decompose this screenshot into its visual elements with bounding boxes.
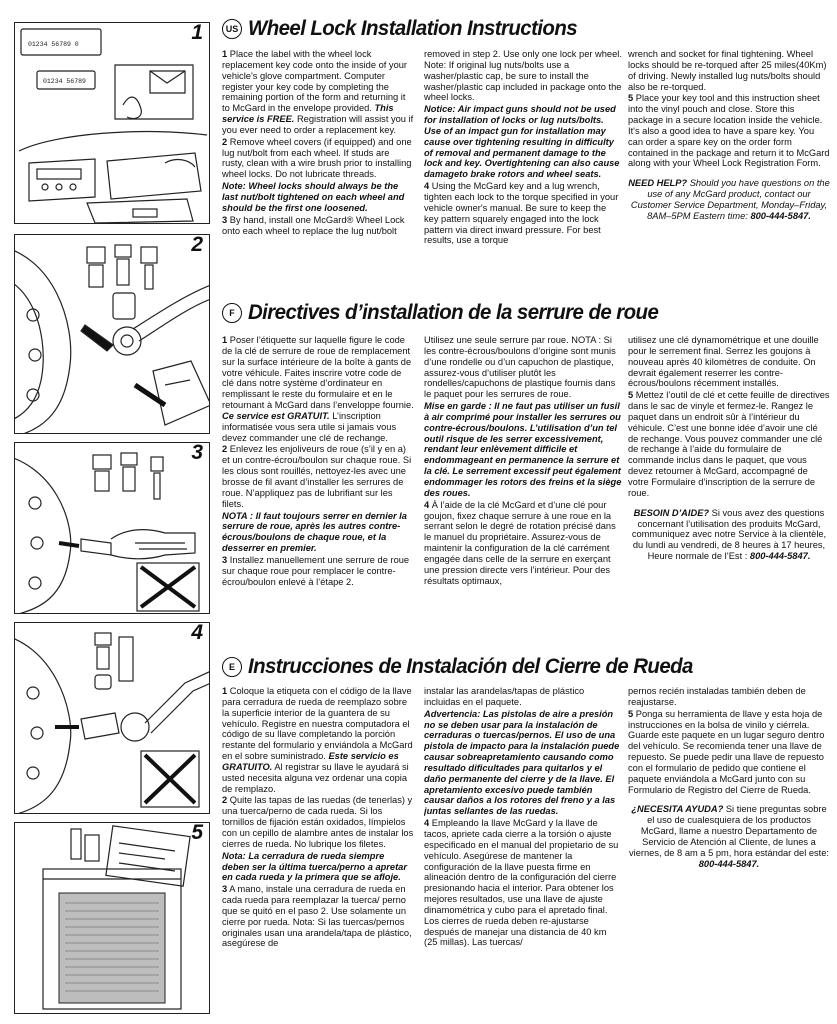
step-paragraph: 5 Place your key tool and this instruction sheet into the vinyl pouch and close. Store this package in a secure location inside the vehicle. It's also a good idea to have a spare key. You can order a spare key on the order form contained in the package and return it to McGard along with your Wheel Lock Registration Form. [628, 93, 830, 169]
note-paragraph: Note: Wheel locks should always be the last nut/bolt tightened on each wheel and should be the first one loosened. [222, 181, 405, 213]
step-paragraph: 5 Ponga su herramienta de llave y esta hoja de instrucciones en la bolsa de vinilo y ciérrela. Guarde este paquete en un lugar seguro dentro del vehículo. Se recomienda tener una llave de repuesto. Se puede pedir una llave de repuesto con el formulario de pedido que contiene el paquete enviándola a McGard junto con su Formulario de Registro del Cierre de Rueda. [628, 708, 825, 795]
step-paragraph: Ce service est GRATUIT. L’inscription informatisée vous sera utile si jamais vous devez commander une clé de rechange. [222, 410, 397, 443]
text-column-1 [222, 686, 414, 1020]
step-paragraph: 2 Enlevez les enjoliveurs de roue (s’il y en a) et un contre-écrou/boulon sur chaque roue. Si les clous sont rouillés, nettoyez-les avec une brosse de fil avant d’installer les serrures de roue. N’appliquez pas de lubrifiant sur les filets. [222, 444, 412, 509]
illustration-panel-5 [14, 822, 210, 1014]
notice-paragraph: Advertencia: Las pistolas de aire a presión no se deben usar para la instalación de cerraduras o tuercas/pernos. El uso de una pistola de impacto para la instalación puede causar sobreapretamiento causando como resultado dificultades para quitarlos y el daño permanente del cierre y de la llave. El apretamiento excesivo puede también causar daños a los rotores del freno y a las juntas sellantes de las ruedas. [424, 708, 620, 817]
section-heading [222, 16, 594, 41]
step-number: 2 [191, 234, 203, 256]
text-column-3 [628, 49, 830, 289]
text-paragraph: removed in step 2. Use only one lock per wheel. Note: If original lug nuts/bolts use a washer/plastic cap, be sure to install the washer/plastic cap included in package onto the wheel locks. [424, 49, 622, 103]
section-title: Wheel Lock Installation Instructions [248, 16, 578, 40]
step-paragraph: 1 Place the label with the wheel lock replacement key code onto the inside of your vehicle's glove compartment. Computer register your key code by completing the remaining portion of the form and returning it to McGard in the envelope provided. This service is FREE. Registration will assist you if you ever need to order a replacement key. [222, 49, 414, 135]
section-spanish [222, 654, 830, 1018]
step-number: 4 [191, 622, 203, 644]
text-column-1 [222, 49, 414, 289]
key-code-label: 01234 56789 0 [28, 41, 79, 48]
step-paragraph: 4 Empleando la llave McGard y la llave de tacos, apriete cada cierre a la torsión o ajuste especificado en el manual del propietario de su vehículo. Asegúrese de mantener la configuración de la llave puesta firme en alineación dentro de la configuración del cierre presionando hacia el interior. Para obtener los mejores resultados, use una llave de ajuste dinamométrica y cubo para el apretado final. Los cierres de rueda deben re-ajustarse después de manejar una distancia de 40 km (25 millas). Las tuercas/ [424, 818, 619, 948]
step-number: 5 [191, 822, 203, 844]
text-column-2 [424, 335, 622, 635]
text-paragraph: instalar las arandelas/tapas de plástico incluidas en el paquete. [424, 686, 585, 707]
language-badge: US [222, 19, 242, 39]
illustration-panel-3 [14, 442, 210, 614]
step-paragraph: 5 Mettez l’outil de clé et cette feuille de directives dans le sac de vinyle et fermez-le. Rangez le paquet dans un endroit sûr à l’intérieur du véhicule. C’est une bonne idée d’avoir une clé de rechange. Vous pouvez commander une clé de rechange à l’aide du formulaire de commande inclus dans le paquet, que vous devez retourner à McGard, accompagné de votre Formulaire d’inscription de la serrure de roue. [628, 390, 830, 498]
step-paragraph: 2 Quite las tapas de las ruedas (de tenerlas) y una tuerca/perno de cada rueda. Si los tornillos de fijación están oxidados, límpielos con un cepillo de alambre antes de instalar los cierres de rueda. No lubrique los filetes. [222, 795, 414, 849]
note-paragraph: Nota: La cerradura de rueda siempre deben ser la última tuerca/perno a apretar en cada rueda y la primera que se afloje. [222, 850, 407, 883]
section-heading [222, 654, 716, 679]
section-english [222, 16, 830, 286]
text-column-2 [424, 49, 622, 289]
illustration-panel-2 [14, 234, 210, 434]
step-paragraph: 1 Coloque la etiqueta con el código de la llave para cerradura de rueda de reemplazo sobre la superficie interior de la guantera de su vehículo. Registre en nuestra computadora el código de su llave completando la porción restante del formulario y enviándola a McGard en el sobre suministrado. Este servicio es GRATUITO. Al registrar su llave le ayudará si usted necesita alguna vez ordenar una copia de remplazo. [222, 686, 413, 794]
text-column-2 [424, 686, 622, 1020]
step-paragraph: 4 À l’aide de la clé McGard et d’une clé pour goujon, fixez chaque serrure à une roue en la serrant selon le degré de rotation précisé dans le manuel du propriétaire. Assurez-vous de maintenir la configuration de la clé carrément engagée dans celle de la serrure en exerçant une pression directe vers l’intérieur. Pour des résultats optimaux, [424, 499, 616, 586]
text-column-3 [628, 335, 830, 635]
text-column-3 [628, 686, 830, 1020]
help-contact: BESOIN D’AIDE? Si vous avez des questions concernant l’utilisation des produits McGard, communiquez avec notre Service à la clientèle, du lundi au vendredi, de 8 heures à 17 heures, Heure normale de l’Est : 800-444-5847. [631, 507, 827, 562]
note-paragraph: NOTA : Il faut toujours serrer en dernier la serrure de roue, après les autres contre-écrous/boulons de chaque roue, et la desserrer en premier. [222, 510, 407, 554]
text-paragraph: utilisez une clé dynamométrique et une douille pour le serrement final. Serrez les goujons à nouveau après 40 kilomètres de conduite. On devrait également reserrer les contre-écrous/boulons récemment installés. [628, 335, 819, 389]
step-number: 1 [191, 22, 203, 44]
step-paragraph: 3 A mano, instale una cerradura de rueda en cada rueda para reemplazar la tuerca/ perno que se quitó en el paso 2. Use solamente un cierre por rueda. Nota: Si las tuercas/pernos originales usan una arandela/tapa de plástico, asegúrese de [222, 884, 412, 949]
step-paragraph: 4 Using the McGard key and a lug wrench, tighten each lock to the torque specified in your vehicle owner's manual. Be sure to keep the key pattern squarely engaged into the lock pattern via direct inward pressure. For best results, use a torque [424, 181, 619, 246]
hand-install-illustration [15, 443, 210, 614]
section-heading [222, 300, 680, 325]
step-paragraph: 2 Remove wheel covers (if equipped) and one lug nut/bolt from each wheel. If studs are rusty, clean with a wire brush prior to installing wheel locks. Do not lubricate threads. [222, 136, 412, 180]
notice-paragraph: Mise en garde : Il ne faut pas utiliser un fusil à air comprimé pour installer les serrures ou contre-écrous/boulons. L’utilisation d’un tel outil risque de les serrer excessivement, rendant leur enlèvement difficile et endommageant en permanence la serrure et la clé. Le serrement excessif peut également endommager les rotors des freins et la siège des roues. [424, 401, 622, 498]
section-title: Instrucciones de Instalación del Cierre de Rueda [248, 654, 693, 678]
language-badge: E [222, 657, 242, 677]
section-french [222, 300, 830, 630]
help-contact: NEED HELP? Should you have questions on the use of any McGard product, contact our Customer Service Department, Monday–Friday, 8AM–5PM Eastern time: 800-444-5847. [628, 178, 830, 221]
illustration-panel-4 [14, 622, 210, 814]
step-paragraph: 1 Poser l’étiquette sur laquelle figure le code de la clé de serrure de roue de remplacement sur la surface intérieure de la boîte à gants de votre véhicule. Faites inscrire votre code de clé dans notre système d’ordinateur en remplissant le reste du formulaire et en le retournant à McGard dans l’enveloppe fournie. [222, 335, 414, 411]
wheel-lock-parts-illustration [15, 235, 210, 434]
step-paragraph: 3 By hand, install one McGard® Wheel Lock onto each wheel to replace the lug nut/bolt [222, 214, 405, 236]
text-paragraph: wrench and socket for final tightening. Wheel locks should be re-torqued after 25 miles(40Km) of driving. Newly installed lug nuts/bolts should also be re-torqued. [628, 49, 827, 92]
vinyl-pouch-illustration [15, 823, 210, 1014]
step-paragraph: 3 Installez manuellement une serrure de roue sur chaque roue pour remplacer le contre-écrou/boulon enlevé à l’étape 2. [222, 554, 410, 587]
glove-box-illustration [15, 23, 210, 224]
help-contact: ¿NECESITA AYUDA? Si tiene preguntas sobre el uso de cualesquiera de los productos McGard, llame a nuestro Departamento de Servicio de Atención al Cliente, de lunes a viernes, de 8 am a 5 pm, hora estándar del este: 800-444-5847. [629, 804, 829, 869]
key-code-label-small: 01234 56789 [43, 78, 86, 85]
illustration-panel-1 [14, 22, 210, 224]
text-paragraph: Utilisez une seule serrure par roue. NOTA : Si les contre-écrous/boulons d’origine sont munis d’une rondelle ou d’un capuchon de plastique, assurez-vous d’utiliser plutôt les rondelles/capuchons de plastique fournis dans le paquet pour les serrures de roue. [424, 335, 616, 400]
step-number: 3 [191, 442, 203, 464]
text-column-1 [222, 335, 414, 635]
section-title: Directives d’installation de la serrure de roue [248, 300, 659, 324]
notice-paragraph: Notice: Air impact guns should not be used for installation of locks or lug nuts/bolts. Use of an impact gun for installation may cause over tightening resulting in difficulty of removal and permanent damage to the lock and key. Overtightening can also cause damageto brake rotors and wheel seats. [424, 104, 620, 180]
text-paragraph: pernos recién instaladas también deben de reajustarse. [628, 686, 806, 707]
language-badge: F [222, 303, 242, 323]
tighten-with-key-illustration [15, 623, 210, 814]
